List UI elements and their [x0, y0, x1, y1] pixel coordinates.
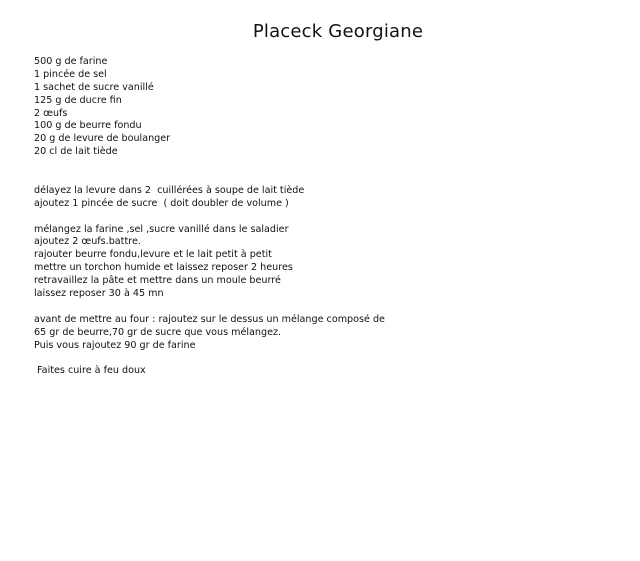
text-line: 1 pincée de sel	[34, 68, 107, 80]
text-line: délayez la levure dans 2 cuillérées à soupe de lait tiède	[34, 184, 305, 196]
text-line: 65 gr de beurre,70 gr de sucre que vous mélangez.	[34, 326, 282, 338]
text-line: ajoutez 2 œufs.battre.	[34, 236, 141, 248]
text-line: retravaillez la pâte et mettre dans un moule beurré	[34, 275, 281, 287]
text-line: 500 g de farine	[34, 56, 108, 67]
text-line: 100 g de beurre fondu	[34, 120, 142, 132]
text-line: 20 g de levure de boulanger	[34, 133, 171, 145]
blank-line	[34, 172, 634, 185]
text-line: 2 œufs	[34, 107, 68, 119]
text-line: Faites cuire à feu doux	[34, 365, 146, 377]
text-line: 20 cl de lait tiède	[34, 146, 118, 158]
text-line: rajouter beurre fondu,levure et le lait petit à petit	[34, 249, 272, 261]
blank-line	[34, 301, 634, 314]
text-line: mettre un torchon humide et laissez reposer 2 heures	[34, 262, 293, 274]
text-line: Puis vous rajoutez 90 gr de farine	[34, 339, 196, 351]
text-line: avant de mettre au four : rajoutez sur le dessus un mélange composé de	[34, 313, 385, 325]
blank-line	[34, 211, 634, 224]
document-title: Placeck Georgiane	[252, 21, 424, 42]
text-line: 1 sachet de sucre vanillé	[34, 81, 154, 93]
blank-line	[34, 159, 634, 172]
recipe-text	[34, 56, 634, 378]
text-line: laissez reposer 30 à 45 mn	[34, 288, 164, 300]
text-line: mélangez la farine ,sel ,sucre vanillé dans le saladier	[34, 223, 289, 235]
blank-line	[34, 352, 634, 365]
text-line: ajoutez 1 pincée de sucre ( doit doubler de volume )	[34, 197, 289, 209]
text-line: 125 g de ducre fin	[34, 94, 122, 106]
